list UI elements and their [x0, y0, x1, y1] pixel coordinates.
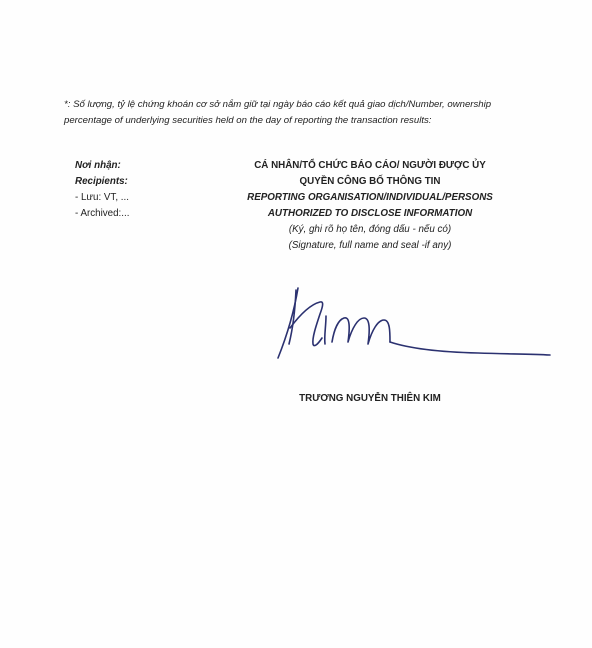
- recipients-heading-en: Recipients:: [75, 176, 128, 187]
- reporting-title-vi-1: CÁ NHÂN/TỔ CHỨC BÁO CÁO/ NGƯỜI ĐƯỢC ỦY: [254, 160, 486, 171]
- recipients-heading-vi: Nơi nhận:: [75, 160, 121, 171]
- signer-name: TRƯƠNG NGUYỄN THIÊN KIM: [299, 393, 441, 404]
- reporting-title-vi-2: QUYỀN CÔNG BỐ THÔNG TIN: [299, 176, 441, 187]
- footnote: [64, 97, 534, 129]
- reporting-party-block: [220, 158, 520, 254]
- recipient-item: - Lưu: VT, ...: [75, 192, 129, 203]
- reporting-title-en-1: REPORTING ORGANISATION/INDIVIDUAL/PERSONS: [247, 192, 493, 203]
- signature-instruction-vi: (Ký, ghi rõ họ tên, đóng dấu - nếu có): [288, 224, 452, 235]
- footnote-line-1: *: Số lượng, tỷ lệ chứng khoán cơ sở nắm giữ tại ngày báo cáo kết quả giao dịch/Number, ownership: [64, 99, 492, 110]
- recipients-block: [75, 158, 129, 222]
- recipient-item: - Archived:...: [75, 208, 130, 219]
- handwritten-signature: [268, 282, 558, 366]
- footnote-line-2: percentage of underlying securities held on the day of reporting the transaction results:: [64, 115, 432, 126]
- signature-instruction-en: (Signature, full name and seal -if any): [288, 240, 452, 251]
- reporting-title-en-2: AUTHORIZED TO DISCLOSE INFORMATION: [267, 208, 473, 219]
